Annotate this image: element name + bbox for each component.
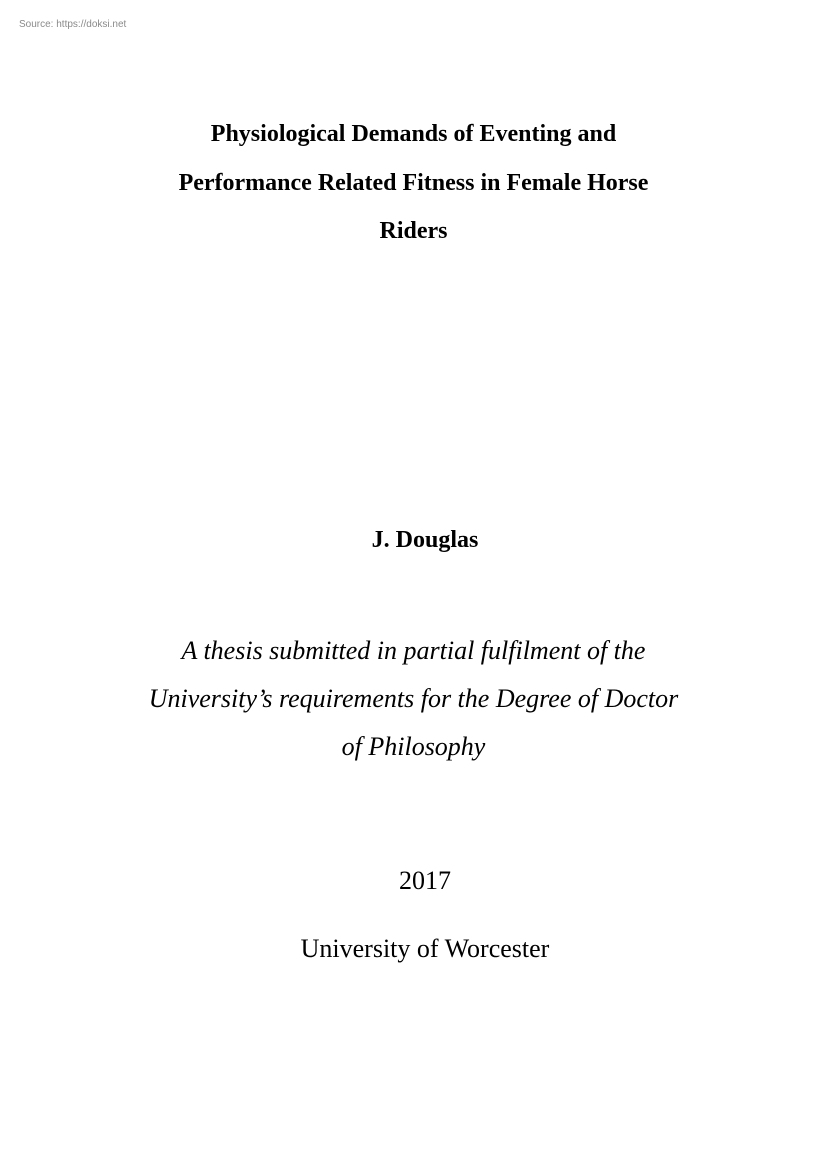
submission-year: 2017: [399, 866, 451, 895]
degree-statement-line-2: University’s requirements for the Degree of Doctor: [148, 684, 679, 713]
thesis-title-line-2: Performance Related Fitness in Female Horse: [178, 170, 649, 196]
thesis-title-line-1: Physiological Demands of Eventing and: [210, 121, 617, 147]
institution-name: University of Worcester: [300, 934, 550, 963]
degree-statement-line-3: of Philosophy: [341, 732, 486, 761]
source-watermark: Source: https://doksi.net: [19, 19, 127, 30]
thesis-title-line-3: Riders: [379, 218, 448, 244]
author-name: J. Douglas: [371, 527, 479, 553]
degree-statement-line-1: A thesis submitted in partial fulfilment of the: [181, 636, 646, 665]
